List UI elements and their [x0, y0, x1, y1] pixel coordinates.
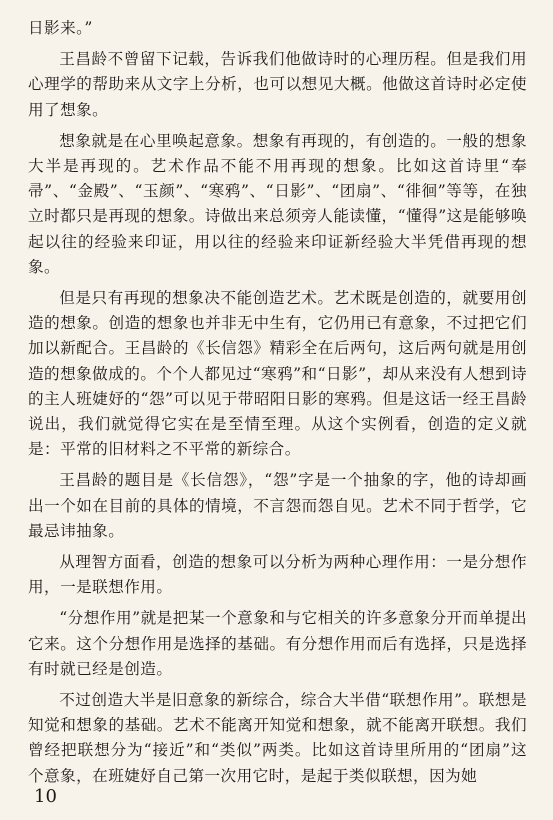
paragraph: 不过创造大半是旧意象的新综合，综合大半借“联想作用”。联想是知觉和想象的基础。艺术不能离开知觉和想象，就不能离开联想。我们曾经把联想分为“接近”和“类似”两类。比如这首诗里所用的“团扇”这个意象，在班婕妤自己第一次用它时，是起于类似联想，因为她	[28, 691, 527, 785]
paragraph: 王昌龄不曾留下记载，告诉我们他做诗时的心理历程。但是我们用心理学的帮助来从文字上分析，也可以想见大概。他做这首诗时必定使用了想象。	[28, 50, 527, 119]
paragraph: 日影来。”	[28, 19, 93, 37]
paragraph: 从理智方面看，创造的想象可以分析为两种心理作用：一是分想作用，一是联想作用。	[28, 553, 527, 597]
paragraph: “分想作用”就是把某一个意象和与它相关的许多意象分开而单提出它来。这个分想作用是选择的基础。有分想作用而后有选择，只是选择有时就已经是创造。	[28, 609, 527, 678]
paragraph: 但是只有再现的想象决不能创造艺术。艺术既是创造的，就要用创造的想象。创造的想象也并非无中生有，它仍用已有意象，不过把它们加以新配合。王昌龄的《长信怨》精彩全在后两句，这后两句就是用创造的想象做成的。个个人都见过“寒鸦”和“日影”，却从来没有人想到诗的主人班婕妤的“怨”可以见于带昭阳日影的寒鸦。但是这话一经王昌龄说出，我们就觉得它实在是至情至理。从这个实例看，创造的定义就是：平常的旧材料之不平常的新综合。	[28, 289, 527, 459]
page-number: 10	[34, 786, 57, 807]
paragraph: 王昌龄的题目是《长信怨》，“怨”字是一个抽象的字，他的诗却画出一个如在目前的具体的情境，不言怨而怨自见。艺术不同于哲学，它最忌讳抽象。	[28, 471, 527, 540]
paragraph: 想象就是在心里唤起意象。想象有再现的，有创造的。一般的想象大半是再现的。艺术作品不能不用再现的想象。比如这首诗里“奉帚”、“金殿”、“玉颜”、“寒鸦”、“日影”、“团扇”、“徘徊”等等，在独立时都只是再现的想象。诗做出来总须旁人能读懂，“懂得”这是能够唤起以往的经验来印证，用以往的经验来印证新经验大半凭借再现的想象。	[28, 131, 527, 276]
body-text	[28, 16, 527, 789]
